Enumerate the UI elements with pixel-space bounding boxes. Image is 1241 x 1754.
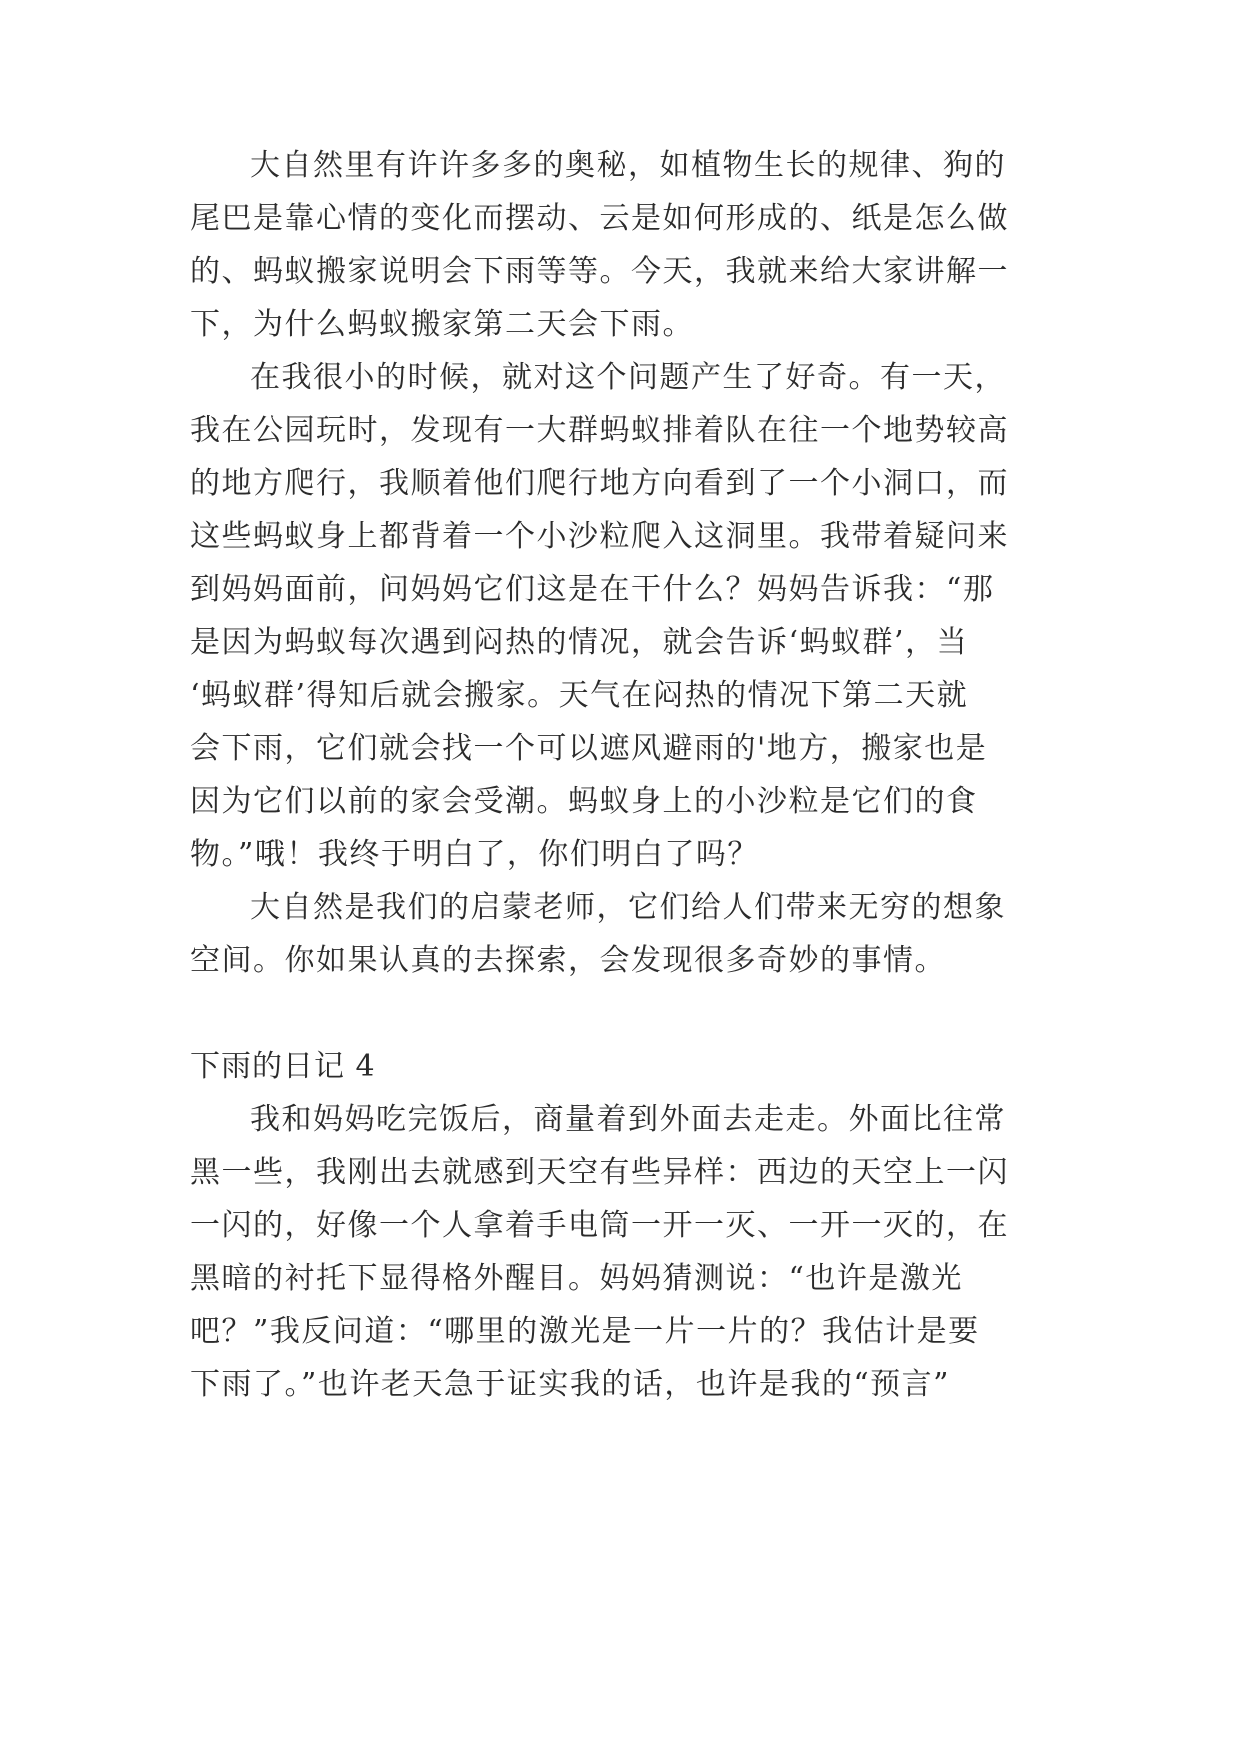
paragraph-4-line-1: 我和妈妈吃完饭后，商量着到外面去走走。外面比往常 <box>250 1102 1006 1137</box>
paragraph-2-line-5: 到妈妈面前，问妈妈它们这是在干什么？妈妈告诉我：“那 <box>190 572 995 607</box>
paragraph-2-line-7: ‘蚂蚁群’得知后就会搬家。天气在闷热的情况下第二天就 <box>190 678 969 713</box>
paragraph-2-line-6: 是因为蚂蚁每次遇到闷热的情况，就会告诉‘蚂蚁群’，当 <box>190 625 969 660</box>
paragraph-1-line-4: 下，为什么蚂蚁搬家第二天会下雨。 <box>190 307 694 342</box>
paragraph-2-line-3: 的地方爬行，我顺着他们爬行地方向看到了一个小洞口，而 <box>190 466 1009 501</box>
paragraph-2-line-8: 会下雨，它们就会找一个可以遮风避雨的'地方，搬家也是 <box>190 731 988 766</box>
section-heading: 下雨的日记 4 <box>190 1049 376 1084</box>
paragraph-2-line-4: 这些蚂蚁身上都背着一个小沙粒爬入这洞里。我带着疑问来 <box>190 519 1009 554</box>
paragraph-1-line-3: 的、蚂蚁搬家说明会下雨等等。今天，我就来给大家讲解一 <box>190 254 1009 289</box>
paragraph-4-line-4: 黑暗的衬托下显得格外醒目。妈妈猜测说：“也许是激光 <box>190 1261 963 1296</box>
paragraph-2-line-9: 因为它们以前的家会受潮。蚂蚁身上的小沙粒是它们的食 <box>190 784 978 819</box>
paragraph-2-line-10: 物。”哦！我终于明白了，你们明白了吗？ <box>190 837 759 872</box>
paragraph-3-line-2: 空间。你如果认真的去探索，会发现很多奇妙的事情。 <box>190 943 946 978</box>
paragraph-4-line-5: 吧？”我反问道：“哪里的激光是一片一片的？我估计是要 <box>190 1314 980 1349</box>
paragraph-4-line-6: 下雨了。”也许老天急于证实我的话，也许是我的“预言” <box>190 1367 951 1402</box>
paragraph-2-line-1: 在我很小的时候，就对这个问题产生了好奇。有一天， <box>250 360 1006 395</box>
paragraph-4-line-2: 黑一些，我刚出去就感到天空有些异样：西边的天空上一闪 <box>190 1155 1009 1190</box>
paragraph-2-line-2: 我在公园玩时，发现有一大群蚂蚁排着队在往一个地势较高 <box>190 413 1009 448</box>
paragraph-1-line-2: 尾巴是靠心情的变化而摆动、云是如何形成的、纸是怎么做 <box>190 201 1009 236</box>
paragraph-3-line-1: 大自然是我们的启蒙老师，它们给人们带来无穷的想象 <box>250 890 1006 925</box>
paragraph-1-line-1: 大自然里有许许多多的奥秘，如植物生长的规律、狗的 <box>250 148 1006 183</box>
paragraph-4-line-3: 一闪的，好像一个人拿着手电筒一开一灭、一开一灭的，在 <box>190 1208 1009 1243</box>
